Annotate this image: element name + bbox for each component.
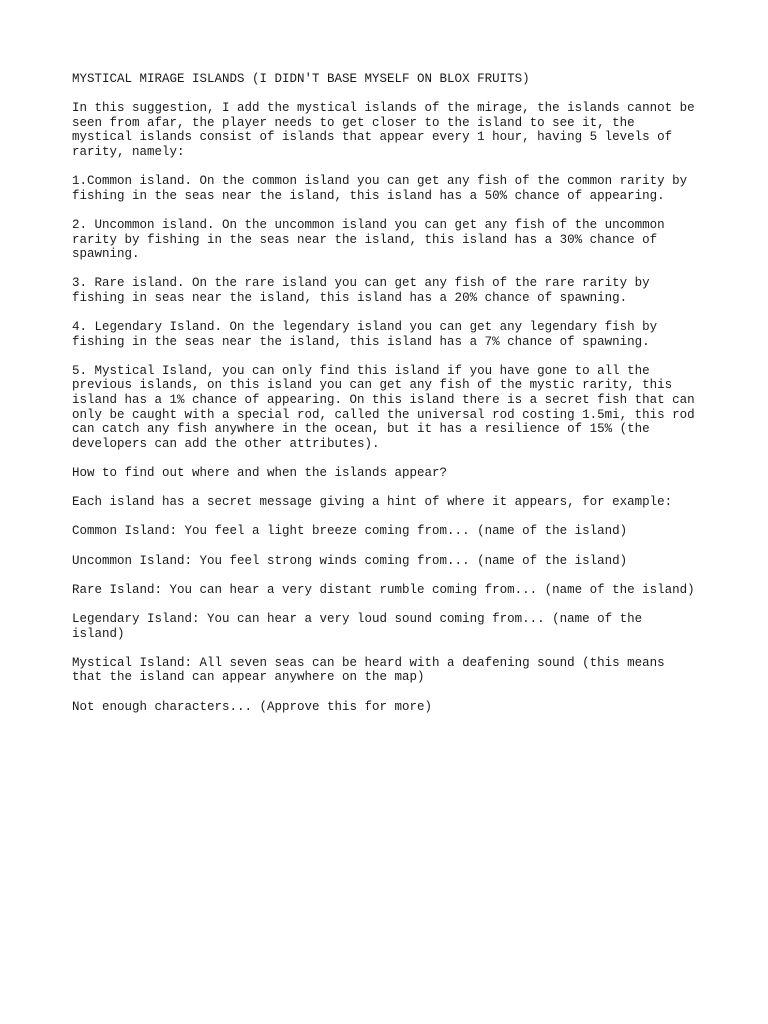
document-title: MYSTICAL MIRAGE ISLANDS (I DIDN'T BASE MYSELF ON BLOX FRUITS): [72, 72, 530, 86]
paragraph-hint-intro: Each island has a secret message giving a hint of where it appears, for example:: [72, 495, 673, 510]
paragraph-rare-island: 3. Rare island. On the rare island you can get any fish of the rare rarity by fishing in seas near the island, this island has a 20% chance of spawning.: [72, 276, 650, 305]
paragraph-mystical-island: 5. Mystical Island, you can only find this island if you have gone to all the previous islands, on this island you can get any fish of the mystic rarity, this island has a 1% chance of appearing. On this island there is a secret fish that can only be caught with a special rod, called the universal rod costing 1.5mi, this rod can catch any fish anywhere in the ocean, but it has a resilience of 15% (the developers can add the other attributes).: [72, 363, 695, 451]
paragraph-closing: Not enough characters... (Approve this for more): [72, 699, 433, 714]
paragraph-hint-uncommon: Uncommon Island: You feel strong winds coming from... (name of the island): [72, 553, 628, 568]
paragraph-legendary-island: 4. Legendary Island. On the legendary island you can get any legendary fish by fishing in the seas near the island, this island has a 7% chance of spawning.: [72, 320, 658, 349]
paragraph-common-island: 1.Common island. On the common island you can get any fish of the common rarity by fishing in the seas near the island, this island has a 50% chance of appearing.: [72, 174, 688, 203]
paragraph-hint-rare: Rare Island: You can hear a very distant rumble coming from... (name of the island): [72, 582, 695, 597]
paragraph-hint-common: Common Island: You feel a light breeze coming from... (name of the island): [72, 524, 628, 539]
paragraph-intro: In this suggestion, I add the mystical islands of the mirage, the islands cannot be seen from afar, the player needs to get closer to the island to see it, the mystical islands consist of islands that appear every 1 hour, having 5 levels of rarity, namely:: [72, 101, 695, 159]
document-page: [72, 72, 712, 729]
paragraph-hint-mystical: Mystical Island: All seven seas can be heard with a deafening sound (this means that the island can appear anywhere on the map): [72, 655, 665, 685]
paragraph-hint-legendary: Legendary Island: You can hear a very loud sound coming from... (name of the island): [72, 611, 643, 641]
paragraph-question: How to find out where and when the islands appear?: [72, 466, 448, 481]
paragraph-uncommon-island: 2. Uncommon island. On the uncommon island you can get any fish of the uncommon rarity by fishing in the seas near the island, this island has a 30% chance of spawning.: [72, 217, 665, 262]
